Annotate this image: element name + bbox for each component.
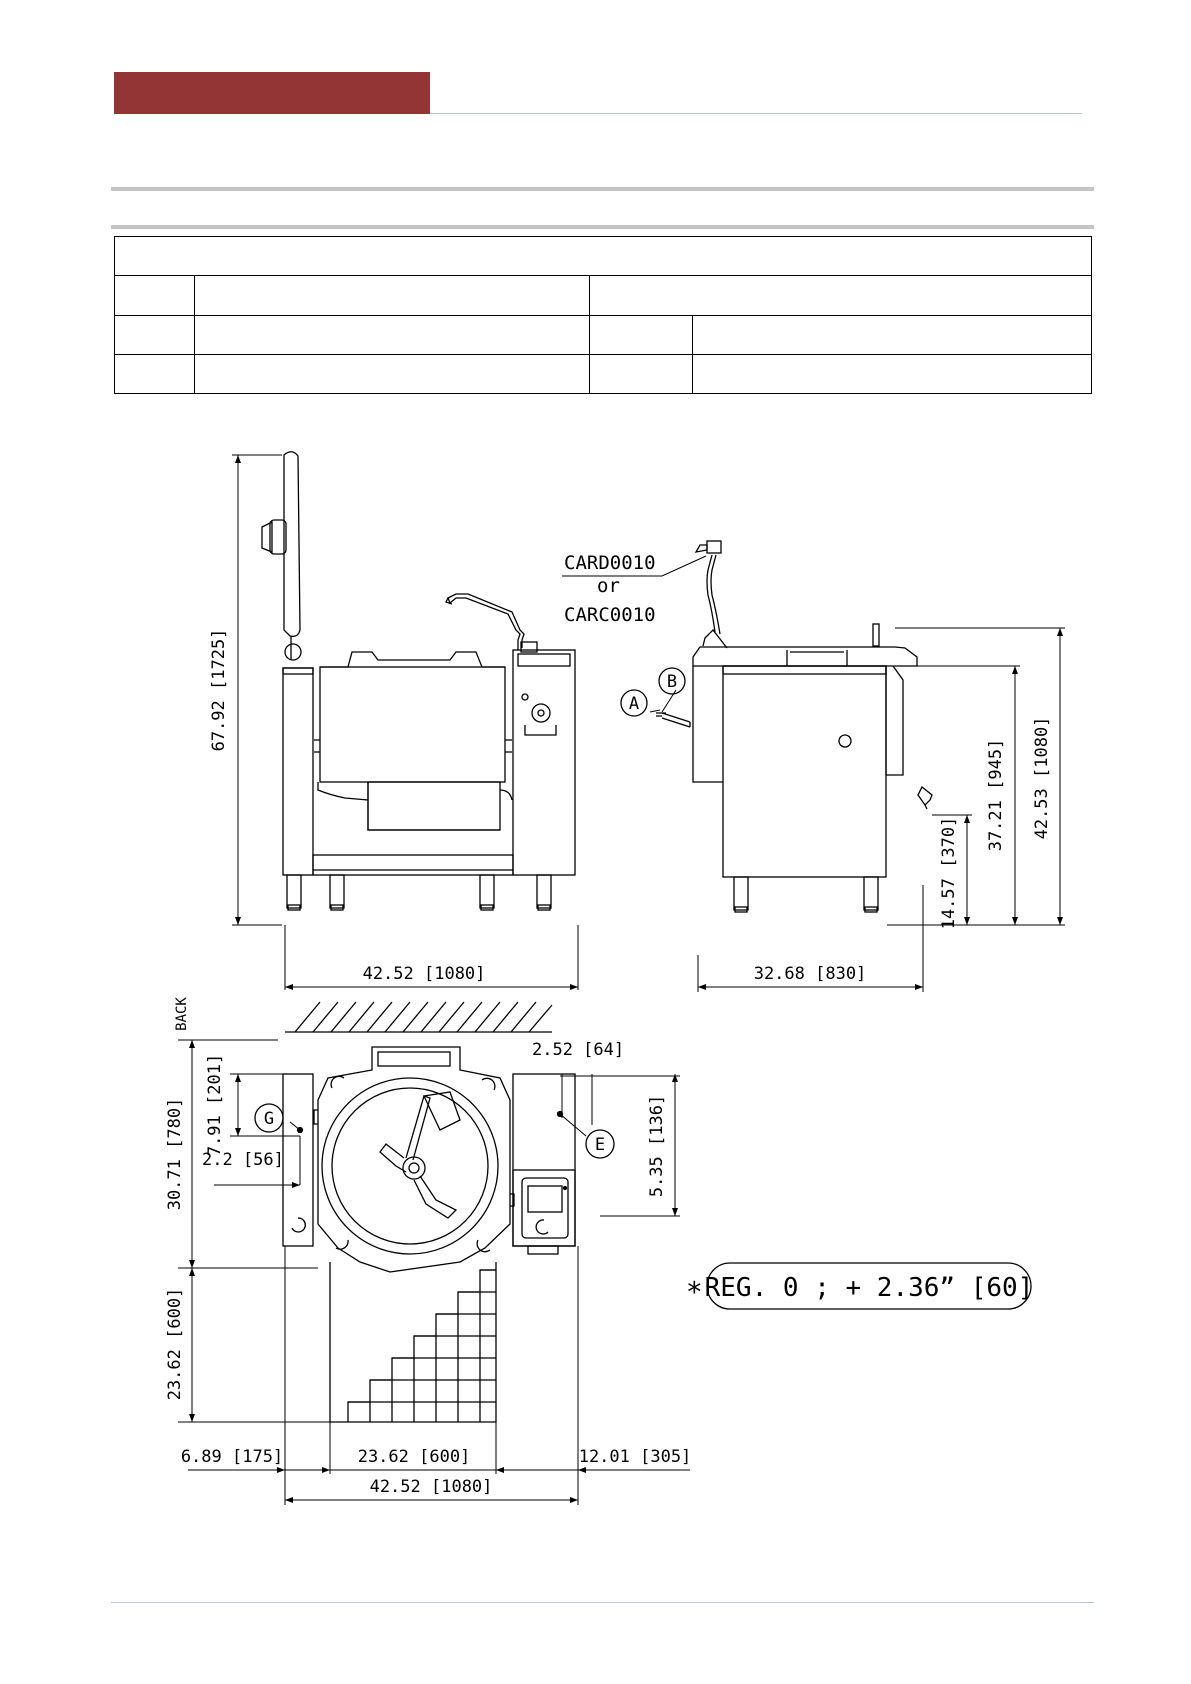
dim-side-height-top: 37.21 [945] <box>986 738 1006 852</box>
dim-front-width: 42.52 [1080] <box>362 964 486 984</box>
dim-plan-g-offset-y: 7.91 [201] <box>205 1053 225 1157</box>
marker-e-label: E <box>594 1135 606 1155</box>
side-view <box>656 541 932 912</box>
dim-plan-center: 23.62 [600] <box>357 1447 471 1467</box>
dim-plan-e-offset-y: 5.35 [136] <box>647 1094 667 1198</box>
marker-a-label: A <box>628 694 640 714</box>
dim-side-width: 32.68 [830] <box>753 964 867 984</box>
dim-plan-clearance: 23.62 [600] <box>165 1287 185 1401</box>
callout-code-1: CARD0010 <box>564 552 656 574</box>
dim-plan-right: 12.01 [305] <box>578 1447 692 1467</box>
marker-g-label: G <box>263 1109 275 1129</box>
dim-plan-width: 42.52 [1080] <box>369 1477 493 1497</box>
footer-line <box>111 1602 1094 1603</box>
adjust-note-star: ∗ <box>686 1270 703 1303</box>
dim-plan-depth: 30.71 [780] <box>165 1097 185 1211</box>
marker-b-label: B <box>666 672 678 692</box>
dim-side-height-total: 42.53 [1080] <box>1032 716 1052 840</box>
dim-side-height-outlet: 14.57 [370] <box>939 816 959 930</box>
adjust-note-text: REG. 0 ; + 2.36” [60] <box>704 1273 1034 1303</box>
dim-front-height: 67.92 [1725] <box>209 628 229 752</box>
front-view <box>262 452 575 910</box>
dim-plan-e-offset-x: 2.52 [64] <box>532 1040 625 1060</box>
callout-code-2: CARC0010 <box>564 604 656 626</box>
dim-plan-g-offset-x: 2.2 [56] <box>202 1150 284 1170</box>
plan-view <box>283 1002 575 1422</box>
dim-plan-left: 6.89 [175] <box>180 1447 284 1467</box>
plan-back-label: BACK <box>174 997 190 1031</box>
callout-or: or <box>597 575 620 597</box>
